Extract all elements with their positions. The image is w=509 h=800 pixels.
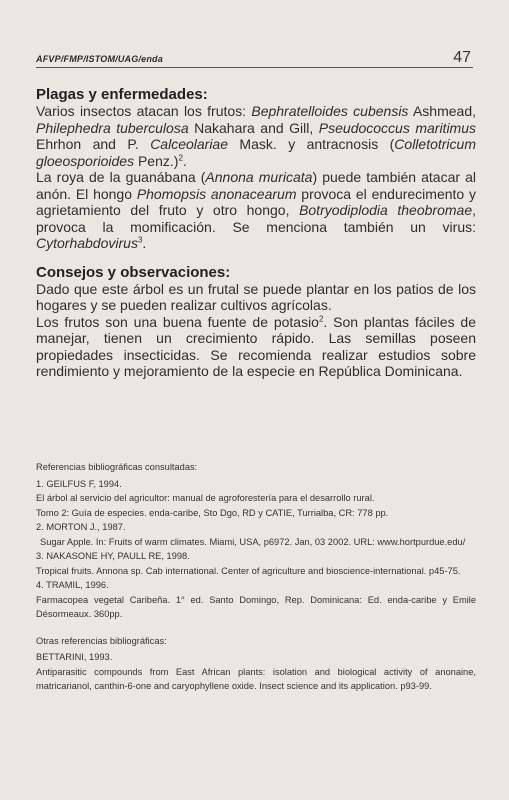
species-name: Colletotricum gloeosporioides (36, 136, 476, 169)
text-run: . (182, 152, 187, 169)
references-section (36, 460, 476, 694)
text-run: Ehrhon and P. (36, 136, 151, 152)
running-head: AFVP/FMP/ISTOM/UAG/enda (36, 54, 163, 64)
pests-paragraph-2 (36, 169, 476, 252)
text-run: Penz.) (134, 152, 179, 169)
text-run: La roya de la guanábana ( (36, 169, 206, 185)
text-run: Los frutos son una buena fuente de potasio (36, 313, 319, 330)
page-header (36, 44, 473, 68)
pests-paragraph-1 (36, 103, 476, 169)
species-name: Calceolariae (150, 136, 229, 152)
reference-entry: 1. GEILFUS F, 1994. (36, 478, 122, 489)
advice-paragraph-2 (36, 314, 476, 380)
footnote-ref: 2 (318, 313, 324, 323)
text-run: Nakahara and Gill, (188, 119, 319, 136)
text-run: . (142, 235, 147, 251)
reference-entry: Antiparasitic compounds from East African plants: isolation and biological activity of anonaine, matricarianol, canthin-6-one and caryophyllene oxide. Insect science and its application. p93-99. (36, 666, 476, 691)
species-name: Bephratelloides cubensis (251, 103, 409, 119)
main-content (36, 86, 476, 380)
text-run: Mask. y antracnosis ( (228, 136, 395, 152)
reference-entry: Farmacopea vegetal Caribeña. 1° ed. Santo Domingo, Rep. Dominicana: Ed. enda-caribe y Emile Désormeaux. 360pp. (36, 594, 476, 619)
reference-entry: Sugar Apple. In: Fruits of warm climates. Miami, USA, p6972. Jan, 03 2002. URL: www.hortpurdue.edu/ (40, 536, 466, 547)
reference-entry: 3. NAKASONE HY, PAULL RE, 1998. (36, 551, 190, 561)
reference-entry: Tomo 2: Guía de especies. enda-caribe, Sto Dgo, RD y CATIE, Turrialba, CR: 778 pp. (36, 507, 389, 518)
reference-entry: 2. MORTON J., 1987. (36, 522, 126, 532)
reference-entry: 4. TRAMIL, 1996. (36, 580, 109, 590)
footnote-ref: 3 (137, 235, 143, 245)
reference-entry: BETTARINI, 1993. (36, 652, 113, 662)
pests-heading: Plagas y enfermedades: (36, 86, 208, 103)
header-rule (36, 67, 473, 68)
text-run: ) puede también atacar al anón. El hongo (36, 169, 477, 202)
species-name: Botryodiplodia theobromae (299, 202, 473, 218)
text-run: Ashmead, (408, 103, 477, 119)
species-name: Pseudococcus maritimus (318, 119, 477, 136)
other-references-heading: Otras referencias bibliográficas: (36, 635, 167, 646)
footnote-ref: 2 (178, 152, 183, 162)
section-gap (36, 622, 476, 634)
text-run: Varios insectos atacan los frutos: (36, 103, 252, 119)
reference-entry: Tropical fruits. Annona sp. Cab international. Center of agriculture and bioscience-international. p45-75. (36, 565, 461, 576)
species-name: Philephedra tuberculosa (36, 119, 189, 136)
text-run: . Son plantas fáciles de manejar, tienen un crecimiento rápido. Las semillas poseen propiedades insecticidas. Se recomienda realizar estudios sobre rendimiento y mejoramiento de la especie en República Dominicana. (36, 313, 476, 379)
reference-entry: El árbol al servicio del agricultor: manual de agroforestería para el desarrollo rural. (36, 493, 375, 503)
page-number: 47 (453, 49, 471, 66)
text-run: , provoca la momificación. Se menciona también un virus: (36, 202, 476, 235)
text-run: provoca el endurecimento y agrietamiento del fruto y otro hongo, (36, 185, 476, 218)
species-name: Phomopsis anonacearum (136, 185, 297, 202)
species-name: Annona muricata (205, 169, 313, 185)
species-name: Cytorhabdovirus (36, 235, 138, 251)
advice-paragraph-1: Dado que este árbol es un frutal se puede plantar en los patios de los hogares y se pueden realizar cultivos agrícolas. (36, 280, 476, 313)
advice-heading: Consejos y observaciones: (36, 263, 231, 281)
references-heading: Referencias bibliográficas consultadas: (36, 462, 198, 472)
